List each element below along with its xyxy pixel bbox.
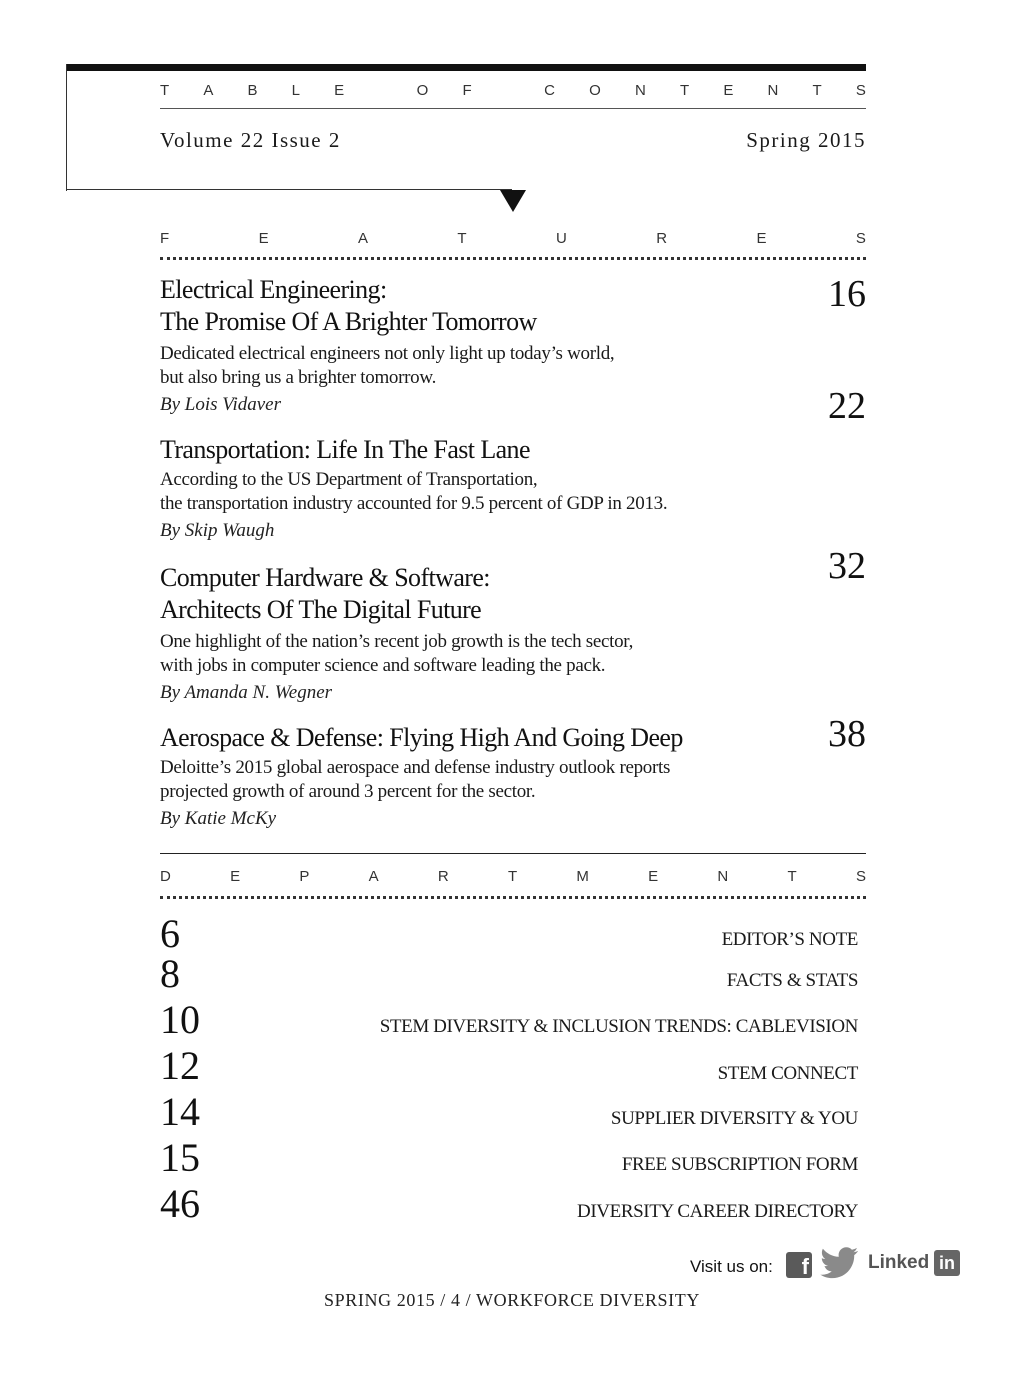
header-rule [160, 108, 866, 109]
department-page-number[interactable]: 6 [160, 911, 180, 956]
linkedin-icon[interactable]: in [934, 1250, 960, 1276]
linkedin-logo-text[interactable]: Linked [868, 1252, 930, 1273]
article-page-number[interactable]: 38 [828, 713, 866, 755]
article-title[interactable]: Aerospace & Defense: Flying High And Going Deep [160, 723, 683, 752]
twitter-bird-icon[interactable] [818, 1246, 860, 1280]
department-page-number[interactable]: 12 [160, 1043, 200, 1088]
article-title[interactable]: The Promise Of A Brighter Tomorrow [160, 307, 537, 336]
departments-dotted-rule [160, 896, 866, 899]
article-title[interactable]: Transportation: Life In The Fast Lane [160, 435, 530, 464]
article-description: but also bring us a brighter tomorrow. [160, 367, 437, 388]
department-item-career-directory[interactable]: DIVERSITY CAREER DIRECTORY [577, 1201, 858, 1222]
article-title[interactable]: Computer Hardware & Software: [160, 563, 490, 592]
article-page-number[interactable]: 16 [828, 273, 866, 315]
features-dotted-rule [160, 257, 866, 260]
visit-us-label: Visit us on: [690, 1257, 773, 1276]
article-byline: By Lois Vidaver [160, 394, 282, 415]
article-description: the transportation industry accounted for 9.5 percent of GDP in 2013. [160, 493, 668, 514]
article-description: According to the US Department of Transportation, [160, 469, 538, 490]
issue-season: Spring 2015 [746, 128, 866, 152]
department-page-number[interactable]: 15 [160, 1135, 200, 1180]
department-item-supplier-diversity[interactable]: SUPPLIER DIVERSITY & YOU [610, 1108, 858, 1129]
volume-issue: Volume 22 Issue 2 [160, 128, 341, 152]
article-title[interactable]: Electrical Engineering: [160, 275, 387, 304]
department-page-number[interactable]: 8 [160, 951, 180, 996]
article-title[interactable]: Architects Of The Digital Future [160, 595, 482, 624]
article-aerospace-defense[interactable] [160, 722, 683, 830]
department-page-number[interactable]: 46 [160, 1181, 200, 1226]
article-description: Dedicated electrical engineers not only light up today’s world, [160, 343, 615, 364]
article-electrical-engineering[interactable] [160, 274, 614, 416]
article-byline: By Skip Waugh [160, 520, 275, 541]
features-heading: F E A T U R E S [160, 230, 866, 247]
department-item-editors-note[interactable]: EDITOR’S NOTE [721, 929, 858, 950]
table-of-contents-heading: T A B L E O F C O N T E N T S [160, 82, 866, 99]
department-item-stem-connect[interactable]: STEM CONNECT [717, 1063, 858, 1084]
department-page-number[interactable]: 14 [160, 1089, 200, 1134]
article-transportation[interactable] [160, 434, 667, 542]
department-item-subscription-form[interactable]: FREE SUBSCRIPTION FORM [621, 1154, 858, 1175]
article-computer-hardware-software[interactable] [160, 562, 633, 704]
department-item-stem-diversity[interactable]: STEM DIVERSITY & INCLUSION TRENDS: CABLEVISION [379, 1016, 858, 1037]
article-byline: By Amanda N. Wegner [160, 682, 333, 703]
down-arrow-icon [500, 190, 526, 212]
article-description: with jobs in computer science and software leading the pack. [160, 655, 606, 676]
department-item-facts-stats[interactable]: FACTS & STATS [726, 970, 858, 991]
departments-top-rule [160, 853, 866, 854]
header-bottom-border [66, 189, 512, 190]
article-description: Deloitte’s 2015 global aerospace and defense industry outlook reports [160, 757, 671, 778]
header-top-bar [66, 64, 866, 71]
article-description: projected growth of around 3 percent for the sector. [160, 781, 536, 802]
departments-heading: D E P A R T M E N T S [160, 868, 866, 885]
header-left-border [66, 64, 67, 191]
article-byline: By Katie McKy [160, 808, 277, 829]
article-page-number[interactable]: 22 [828, 385, 866, 427]
page-footer: SPRING 2015 / 4 / WORKFORCE DIVERSITY [324, 1290, 700, 1310]
facebook-icon[interactable]: f [786, 1252, 812, 1278]
article-page-number[interactable]: 32 [828, 545, 866, 587]
article-description: One highlight of the nation’s recent job growth is the tech sector, [160, 631, 634, 652]
department-page-number[interactable]: 10 [160, 997, 200, 1042]
